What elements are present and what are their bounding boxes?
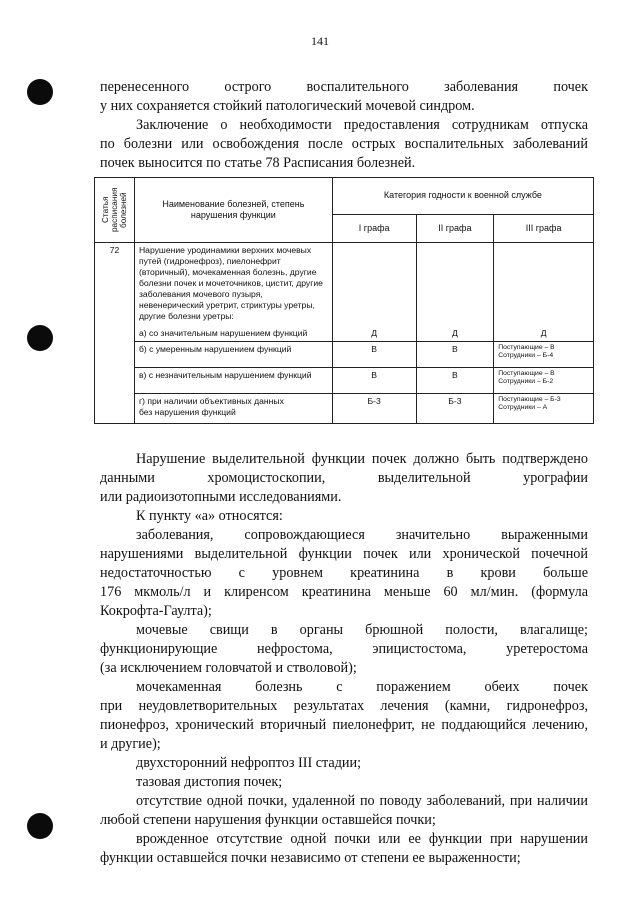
row-d-g3: Поступающие – Б-3 Сотрудники – А [494, 394, 594, 424]
p1-line3: или радиоизотопными исследованиями. [100, 489, 342, 505]
binder-hole-middle [27, 325, 53, 351]
p4-line3: (за исключением головчатой и стволовой); [100, 660, 357, 676]
body-text [100, 450, 588, 868]
p5-line4: и другие); [100, 736, 161, 752]
p3-line4: 176 мкмоль/л и клиренсом креатинина меньше 60 мл/мин. (формула [100, 584, 588, 600]
p2: К пункту «а» относятся: [136, 508, 283, 524]
row-d-g1: Б-3 [332, 394, 416, 424]
binder-hole-top [27, 79, 53, 105]
row-a-g1: Д [332, 243, 416, 342]
para2-line2: по болезни или освобождения после острых воспалительных заболеваний [100, 136, 588, 152]
row-d-g2: Б-3 [416, 394, 494, 424]
para2-line1: Заключение о необходимости предоставления сотрудникам отпуска [136, 117, 588, 133]
p9-line2: функции оставшейся почки независимо от степени ее выраженности; [100, 850, 521, 866]
table-intro: Нарушение уродинамики верхних мочевых путей (гидронефроз), пиелонефрит (вторичный), мочекаменная болезнь, другие болезни почек и мочеточников, цистит, другие заболевания мочевого пузыря, невенерический уретрит, стриктуры уретры, другие болезни уретры: [138, 245, 323, 321]
header-category: Категория годности к военной службе [332, 178, 593, 215]
para1-line1: перенесенного острого воспалительного заболевания почек [100, 79, 588, 95]
article-number: 72 [95, 243, 135, 424]
header-article: Статья расписания болезней [95, 178, 135, 243]
row-b-g3: Поступающие – В Сотрудники – Б-4 [494, 342, 594, 368]
page-number: 141 [311, 34, 329, 48]
p9-line1: врожденное отсутствие одной почки или ее функции при нарушении [136, 831, 588, 847]
binder-hole-bottom [27, 813, 53, 839]
header-grafa-3: III графа [494, 214, 594, 242]
p5-line2: при неудовлетворительных результатах лечения (камни, гидронефроз, [100, 698, 588, 714]
p4-line2: функционирующие нефростома, эпицистостома, уретеростома [100, 641, 588, 657]
row-b-g1: В [332, 342, 416, 368]
para1-line2: у них сохраняется стойкий патологический мочевой синдром. [100, 98, 475, 114]
p6: двухсторонний нефроптоз III стадии; [136, 755, 362, 771]
p8-line1: отсутствие одной почки, удаленной по поводу заболеваний, при наличии [136, 793, 588, 809]
row-a-text: а) со значительным нарушением функций [138, 328, 308, 338]
header-name: Наименование болезней, степень нарушения функции [134, 178, 332, 243]
row-b-g2: В [416, 342, 494, 368]
row-a-label [134, 243, 332, 342]
row-a-g2: Д [416, 243, 494, 342]
header-grafa-1: I графа [332, 214, 416, 242]
p5-line1: мочекаменная болезнь с поражением обеих почек [136, 679, 588, 695]
row-a-g3: Д [494, 243, 594, 342]
p8-line2: любой степени нарушения функции оставшейся почки; [100, 812, 436, 828]
disease-table [94, 177, 594, 424]
p7: тазовая дистопия почек; [136, 774, 283, 790]
row-c-label: в) с незначительным нарушением функций [134, 368, 332, 394]
p3-line1: заболевания, сопровождающиеся значительно выраженными [136, 527, 588, 543]
row-d-label: г) при наличии объективных данных без нарушения функций [134, 394, 332, 424]
p1-line1: Нарушение выделительной функции почек должно быть подтверждено [136, 451, 588, 467]
header-grafa-2: II графа [416, 214, 494, 242]
row-c-g3: Поступающие – В Сотрудники – Б-2 [494, 368, 594, 394]
row-c-g2: В [416, 368, 494, 394]
p5-line3: пионефроз, хронический вторичный пиелонефрит, не поддающийся лечению, [100, 717, 588, 733]
row-c-g1: В [332, 368, 416, 394]
intro-paragraphs [100, 78, 588, 173]
p4-line1: мочевые свищи в органы брюшной полости, влагалище; [136, 622, 588, 638]
p3-line3: недостаточностью с уровнем креатинина в крови больше [100, 565, 588, 581]
p3-line2: нарушениями выделительной функции почек или хронической почечной [100, 546, 588, 562]
p1-line2: данными хромоцистоскопии, выделительной урографии [100, 470, 588, 486]
row-b-label: б) с умеренным нарушением функций [134, 342, 332, 368]
para2-line3: почек выносится по статье 78 Расписания болезней. [100, 155, 416, 171]
p3-line5: Кокрофта-Гаулта); [100, 603, 212, 619]
